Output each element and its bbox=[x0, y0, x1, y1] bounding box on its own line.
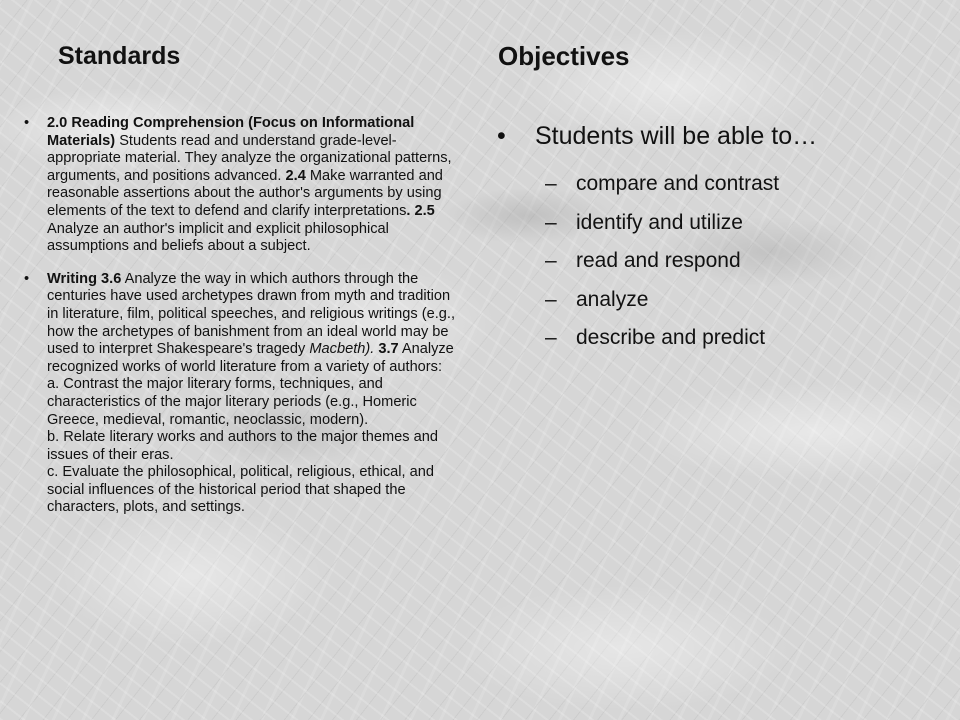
objective-text: describe and predict bbox=[576, 326, 766, 349]
standard-text: Students read and understand grade-level-appropriate material. They analyze the organizational patterns, arguments, and positions advanced. bbox=[47, 132, 452, 184]
objective-item bbox=[545, 204, 779, 243]
standard-text: Analyze recognized works of world literature from a variety of authors: bbox=[47, 341, 454, 375]
objective-item bbox=[545, 319, 779, 358]
objectives-list bbox=[545, 165, 779, 358]
objective-text: compare and contrast bbox=[576, 172, 780, 195]
bullet-icon: • bbox=[24, 115, 30, 131]
objectives-main-bullet bbox=[497, 120, 817, 152]
objective-item bbox=[545, 165, 779, 204]
standard-code: 2.4 bbox=[285, 167, 306, 184]
objective-item bbox=[545, 242, 779, 281]
standard-subpoint-c: c. Evaluate the philosophical, political, religious, ethical, and social influences of the historical period that shaped the characters, plots, and settings. bbox=[47, 464, 434, 516]
standard-text: Analyze the way in which authors through the centuries have used archetypes drawn from myth and tradition in literature, film, political speeches, and religious writings (e.g., how the archetypes of banishment from an ideal world may be used to interpret Shakespeare's tragedy bbox=[47, 270, 455, 358]
standard-text: Analyze an author's implicit and explicit philosophical assumptions and beliefs about a subject. bbox=[47, 220, 389, 255]
objective-text: read and respond bbox=[576, 249, 741, 272]
dash-icon: – bbox=[545, 326, 557, 349]
standard-code: 2.0 Reading Comprehension (Focus on Informational Materials) bbox=[47, 115, 415, 149]
dash-icon: – bbox=[545, 210, 557, 234]
standard-code: . 2.5 bbox=[406, 202, 435, 219]
standard-text: Make warranted and reasonable assertions about the author's arguments by using elements of the text to defend and clarify interpretations bbox=[47, 167, 443, 219]
standards-item-writing bbox=[24, 271, 464, 517]
objective-text: identify and utilize bbox=[576, 210, 743, 234]
objectives-main-text: Students will be able to… bbox=[535, 122, 818, 150]
objective-item bbox=[545, 281, 779, 320]
standard-subpoint-b: b. Relate literary works and authors to the major themes and issues of their eras. bbox=[47, 429, 438, 463]
standard-subpoint-a: a. Contrast the major literary forms, techniques, and characteristics of the major literary periods (e.g., Homeric Greece, medieval, romantic, neoclassic, modern). bbox=[47, 376, 417, 428]
dash-icon: – bbox=[545, 172, 557, 195]
standard-title: Macbeth). bbox=[309, 341, 375, 358]
standard-code: 3.7 bbox=[374, 341, 399, 358]
objective-text: analyze bbox=[576, 287, 649, 311]
bullet-icon: • bbox=[497, 122, 506, 150]
standards-item-reading bbox=[24, 115, 464, 256]
standards-list bbox=[24, 115, 464, 532]
bullet-icon: • bbox=[24, 270, 30, 287]
dash-icon: – bbox=[545, 287, 557, 311]
objectives-heading: Objectives bbox=[498, 41, 630, 71]
dash-icon: – bbox=[545, 249, 557, 272]
standard-code: Writing 3.6 bbox=[47, 270, 122, 287]
standards-heading: Standards bbox=[58, 42, 181, 70]
